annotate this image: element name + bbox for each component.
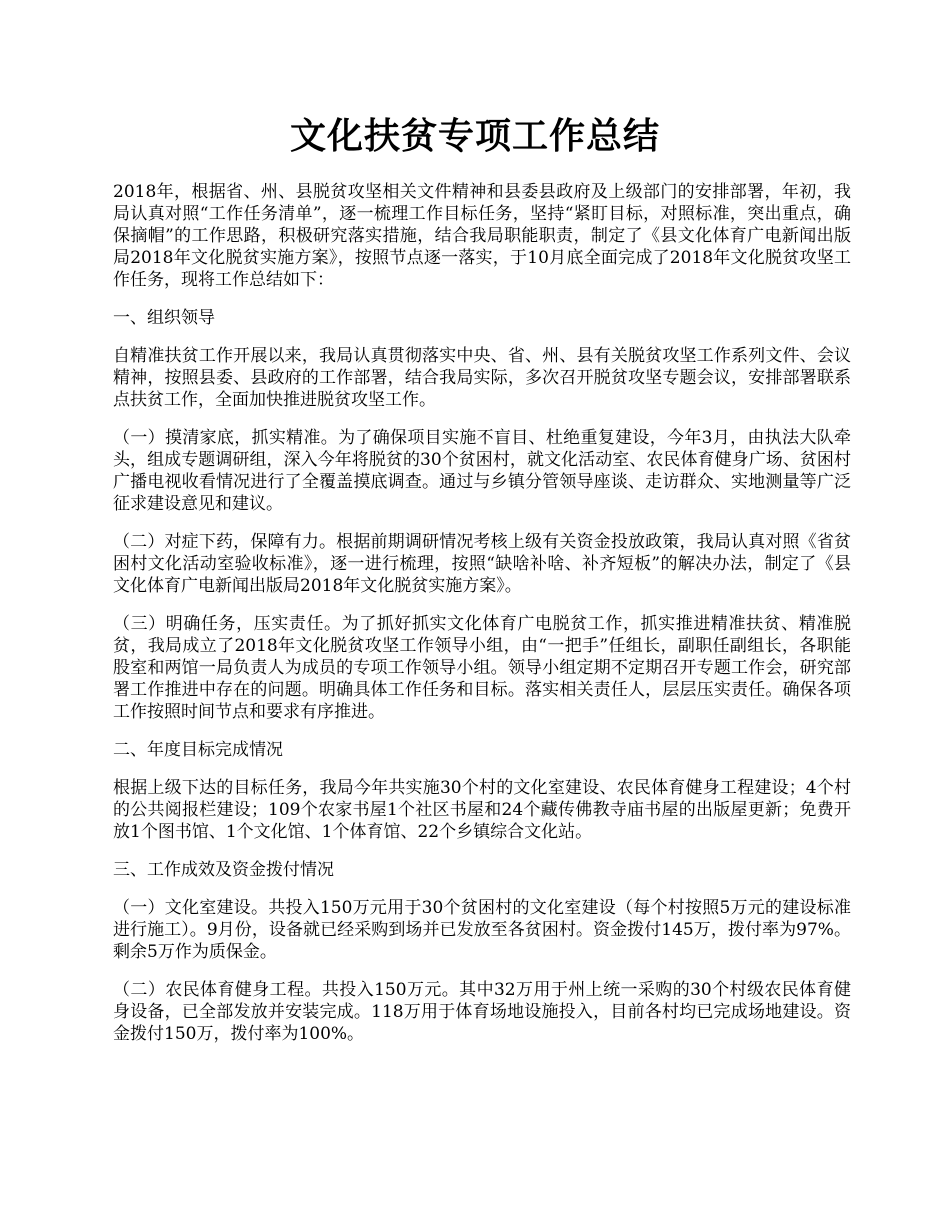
fitness-project-paragraph: （二）农民体育健身工程。共投入150万元。其中32万用于州上统一采购的30个村级农民体育健身设备，已全部发放并安装完成。118万用于体育场地设施投入，目前各村均已完成场地建设。资金拨付150万，拨付率为100%。 <box>113 980 851 1044</box>
section-heading-organization: 一、组织领导 <box>113 308 215 328</box>
subsection-paragraph-3: （三）明确任务，压实责任。为了抓好抓实文化体育广电脱贫工作，抓实推进精准扶贫、精准脱贫，我局成立了2018年文化脱贫攻坚工作领导小组，由“一把手”任组长，副职任副组长，各职能股室和两馆一局负责人为成员的专项工作领导小组。领导小组定期不定期召开专题工作会，研究部署工作推进中存在的问题。明确具体工作任务和目标。落实相关责任人，层层压实责任。确保各项工作按照时间节点和要求有序推进。 <box>113 614 851 722</box>
document-title: 文化扶贫专项工作总结 <box>289 115 660 157</box>
intro-paragraph: 2018年，根据省、州、县脱贫攻坚相关文件精神和县委县政府及上级部门的安排部署，年初，我局认真对照“工作任务清单”，逐一梳理工作目标任务，坚持“紧盯目标，对照标准，突出重点，确保摘帽”的工作思路，积极研究落实措施，结合我局职能职责，制定了《县文化体育广电新闻出版局2018年文化脱贫实施方案》，按照节点逐一落实，于10月底全面完成了2018年文化脱贫攻坚工作任务，现将工作总结如下： <box>113 182 851 290</box>
subsection-paragraph-2: （二）对症下药，保障有力。根据前期调研情况考核上级有关资金投放政策，我局认真对照《省贫困村文化活动室验收标准》，逐一进行梳理，按照“缺啥补啥、补齐短板”的解决办法，制定了《县文化体育广电新闻出版局2018年文化脱贫实施方案》。 <box>113 532 851 596</box>
annual-goals-paragraph: 根据上级下达的目标任务，我局今年共实施30个村的文化室建设、农民体育健身工程建设；4个村的公共阅报栏建设；109个农家书屋1个社区书屋和24个藏传佛教寺庙书屋的出版屋更新；免费开放1个图书馆、1个文化馆、1个体育馆、22个乡镇综合文化站。 <box>113 778 851 842</box>
organization-paragraph: 自精准扶贫工作开展以来，我局认真贯彻落实中央、省、州、县有关脱贫攻坚工作系列文件、会议精神，按照县委、县政府的工作部署，结合我局实际，多次召开脱贫攻坚专题会议，安排部署联系点扶贫工作，全面加快推进脱贫攻坚工作。 <box>113 346 851 410</box>
section-heading-results-funding: 三、工作成效及资金拨付情况 <box>113 860 334 880</box>
subsection-paragraph-1: （一）摸清家底，抓实精准。为了确保项目实施不盲目、杜绝重复建设，今年3月，由执法大队牵头，组成专题调研组，深入今年将脱贫的30个贫困村，就文化活动室、农民体育健身广场、贫困村广播电视收看情况进行了全覆盖摸底调查。通过与乡镇分管领导座谈、走访群众、实地测量等广泛征求建设意见和建议。 <box>113 428 851 514</box>
cultural-room-paragraph: （一）文化室建设。共投入150万元用于30个贫困村的文化室建设（每个村按照5万元的建设标准进行施工）。9月份，设备就已经采购到场并已发放至各贫困村。资金拨付145万，拨付率为97%。剩余5万作为质保金。 <box>113 898 851 962</box>
document-body <box>113 181 851 1061</box>
section-heading-annual-goals: 二、年度目标完成情况 <box>113 740 283 760</box>
